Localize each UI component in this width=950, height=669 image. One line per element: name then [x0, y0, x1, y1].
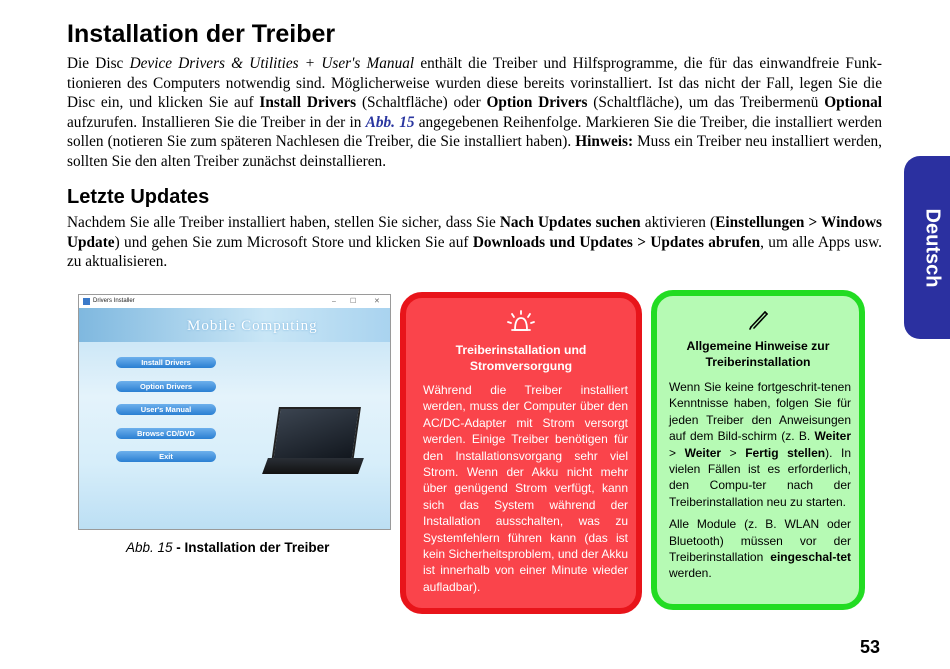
page-number: 53	[860, 637, 881, 657]
note-title: Allgemeine Hinweise zur Treiberinstallation	[686, 339, 830, 369]
note-paragraph-2: Alle Module (z. B. WLAN oder Bluetooth) müssen vor der Treiberinstallation eingeschal-tet werden.	[669, 517, 851, 581]
warning-box	[400, 292, 642, 614]
note-paragraph-1: Wenn Sie keine fortgeschrit-tenen Kenntnisse haben, folgen Sie für jeden Treiber den Anweisungen auf dem Bild-schirm (z. B. Weiter > Weiter > Fertig stellen). In vielen Fällen ist es erforderlich, den Compu-ter nach der Treiberinstallation neu zu starten.	[669, 380, 852, 509]
language-tab	[904, 156, 950, 339]
figure-link[interactable]: Abb. 15	[365, 113, 415, 131]
installer-titlebar	[79, 295, 390, 308]
installer-logo: Mobile Computing	[187, 318, 318, 334]
laptop-base	[262, 458, 364, 474]
install-drivers-button: Install Drivers	[116, 357, 216, 368]
installer-body	[79, 308, 390, 529]
pencil-icon	[657, 308, 859, 336]
close-icon: ✕	[374, 298, 380, 305]
updates-paragraph: Nachdem Sie alle Treiber installiert haben, stellen Sie sicher, dass Sie Nach Updates suchen aktivieren (Einstellungen > Windows Update) und gehen Sie zum Microsoft Store und klicken Sie auf Downloads und Updates > Updates abrufen, um alle Apps usw. zu aktualisieren.	[67, 214, 882, 271]
note-box	[651, 290, 865, 610]
intro-paragraph: Die Disc Device Drivers & Utilities + User's Manual enthält die Treiber und Hilfsprogramme, die für das einwandfreie Funk-tionieren des Computers notwendig sind. Möglicherweise wurden diese bereits vorinstalliert. Ist das nicht der Fall, legen Sie die Disc ein, und klicken Sie auf Install Drivers (Schaltfläche) oder Option Drivers (Schaltfläche), um das Treibermenü Optional aufzurufen. Installieren Sie die Treiber in der in Abb. 15 angegebenen Reihenfolge. Markieren Sie die Treiber, die installiert werden sollen (notieren Sie zum späteren Nachlesen die Treiber, die Sie installiert haben). Hinweis: Muss ein Treiber neu installiert werden, sollten Sie den alten Treiber zunächst deinstallieren.	[67, 55, 883, 170]
alert-bell-icon	[406, 308, 636, 341]
exit-button: Exit	[116, 451, 216, 462]
installer-window-title: Drivers Installer	[93, 298, 135, 304]
note-body	[669, 379, 851, 588]
maximize-icon: ☐	[350, 298, 357, 305]
updates-heading: Letzte Updates	[67, 186, 210, 208]
warning-body: Während die Treiber installiert werden, muss der Computer über den AC/DC-Adapter mit Strom versorgt werden. Einige Treiber benötigen für den Installationsvorgang sehr viel Strom. Wenn der Akku nicht mehr über genügend Strom verfügt, kann sich das System während der Installation ausschalten, was zu Systemfehlern führen kann (das ist kein Sicherheitsproblem, und der Akku ist innerhalb von einer Minute wieder aufladbar).	[423, 383, 628, 594]
installer-screenshot	[78, 294, 391, 530]
figure-caption: Abb. 15 - Installation der Treiber	[126, 540, 330, 555]
minimize-icon: –	[332, 298, 336, 305]
app-icon	[83, 298, 90, 305]
users-manual-button: User's Manual	[116, 404, 216, 415]
laptop-image	[271, 407, 361, 463]
warning-title: Treiberinstallation und Stromversorgung	[455, 343, 587, 373]
language-tab-label: Deutsch	[921, 208, 944, 287]
option-drivers-button: Option Drivers	[116, 381, 216, 392]
page-title: Installation der Treiber	[67, 20, 336, 48]
browse-cd-button: Browse CD/DVD	[116, 428, 216, 439]
installer-banner	[79, 308, 390, 342]
